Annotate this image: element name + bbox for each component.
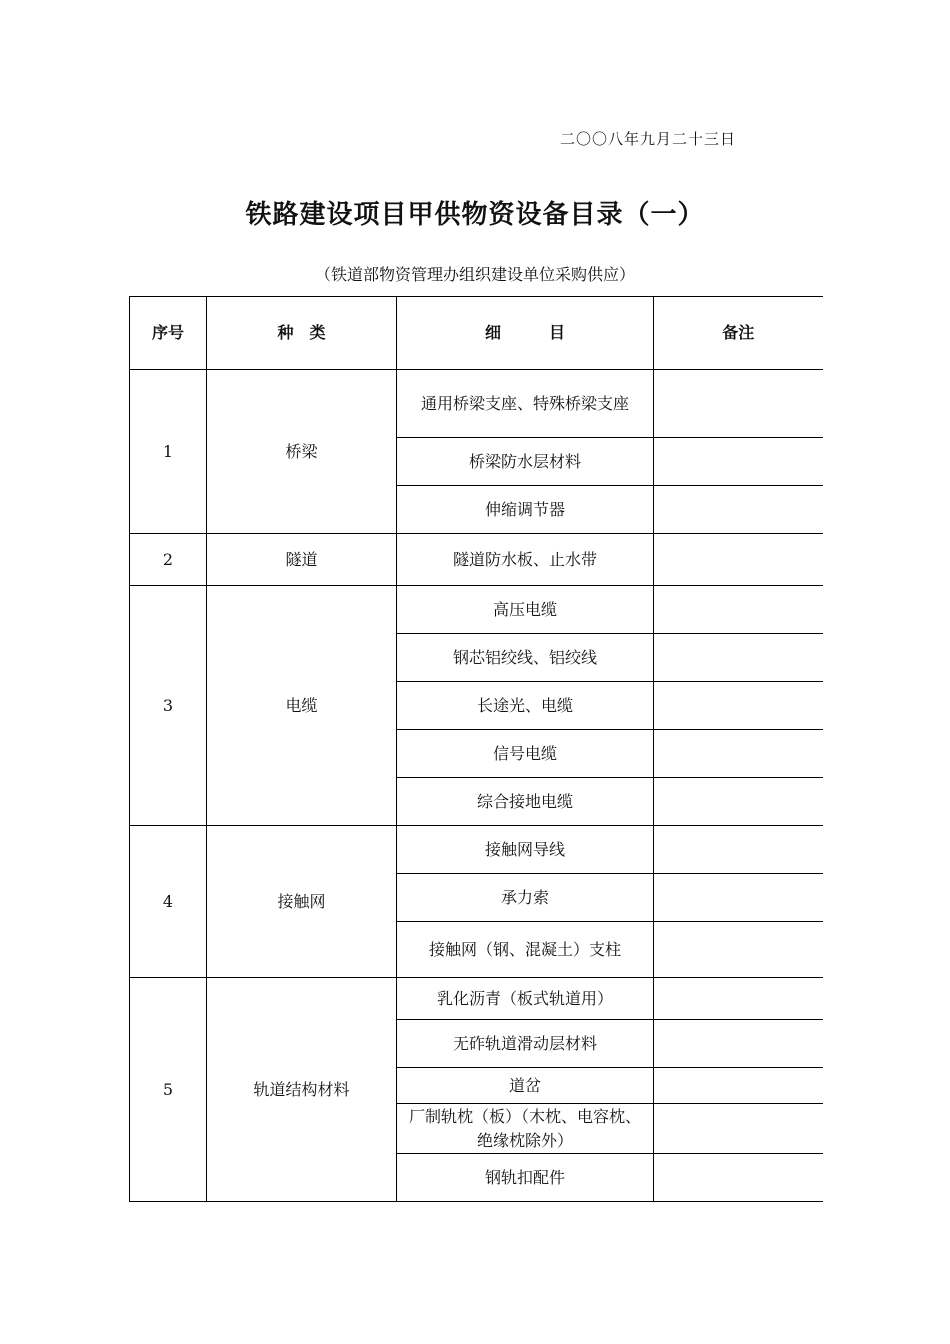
remarks-cell [654,438,823,486]
header-serial-number: 序号 [130,297,207,370]
item-cell: 无砟轨道滑动层材料 [397,1020,654,1068]
remarks-cell [654,586,823,634]
remarks-cell [654,634,823,682]
item-cell: 承力索 [397,874,654,922]
remarks-cell [654,1104,823,1154]
remarks-cell [654,1068,823,1104]
document-title: 铁路建设项目甲供物资设备目录（一） [245,200,705,230]
item-cell: 桥梁防水层材料 [397,438,654,486]
table-row [130,978,823,1020]
item-cell: 接触网导线 [397,826,654,874]
remarks-cell [654,370,823,438]
item-cell: 高压电缆 [397,586,654,634]
item-cell: 隧道防水板、止水带 [397,534,654,586]
item-cell: 乳化沥青（板式轨道用） [397,978,654,1020]
remarks-cell [654,778,823,826]
serial-number-cell: 1 [130,370,207,534]
serial-number-cell: 5 [130,978,207,1202]
table-row [130,534,823,586]
item-cell: 信号电缆 [397,730,654,778]
table-header-row [130,297,823,370]
category-cell: 桥梁 [207,370,397,534]
remarks-cell [654,826,823,874]
serial-number-cell: 4 [130,826,207,978]
item-cell: 接触网（钢、混凝土）支柱 [397,922,654,978]
remarks-cell [654,874,823,922]
table-row [130,826,823,874]
item-cell: 钢轨扣配件 [397,1154,654,1202]
item-cell: 钢芯铝绞线、铝绞线 [397,634,654,682]
category-cell: 电缆 [207,586,397,826]
header-category: 种 类 [207,297,397,370]
remarks-cell [654,922,823,978]
remarks-cell [654,1154,823,1202]
item-cell: 长途光、电缆 [397,682,654,730]
item-cell: 伸缩调节器 [397,486,654,534]
remarks-cell [654,1020,823,1068]
header-item-details: 细 目 [397,297,654,370]
remarks-cell [654,534,823,586]
category-cell: 隧道 [207,534,397,586]
item-cell: 通用桥梁支座、特殊桥梁支座 [397,370,654,438]
category-cell: 接触网 [207,826,397,978]
table-row [130,586,823,634]
table-row [130,370,823,438]
remarks-cell [654,978,823,1020]
remarks-cell [654,730,823,778]
document-subtitle: （铁道部物资管理办组织建设单位采购供应） [314,265,635,284]
serial-number-cell: 2 [130,534,207,586]
category-cell: 轨道结构材料 [207,978,397,1202]
header-remarks: 备注 [654,297,823,370]
materials-directory-table [129,296,823,1202]
remarks-cell [654,682,823,730]
item-cell: 厂制轨枕（板）（木枕、电容枕、绝缘枕除外） [397,1104,654,1154]
item-cell: 道岔 [397,1068,654,1104]
item-cell: 综合接地电缆 [397,778,654,826]
document-date: 二〇〇八年九月二十三日 [560,130,737,148]
serial-number-cell: 3 [130,586,207,826]
remarks-cell [654,486,823,534]
